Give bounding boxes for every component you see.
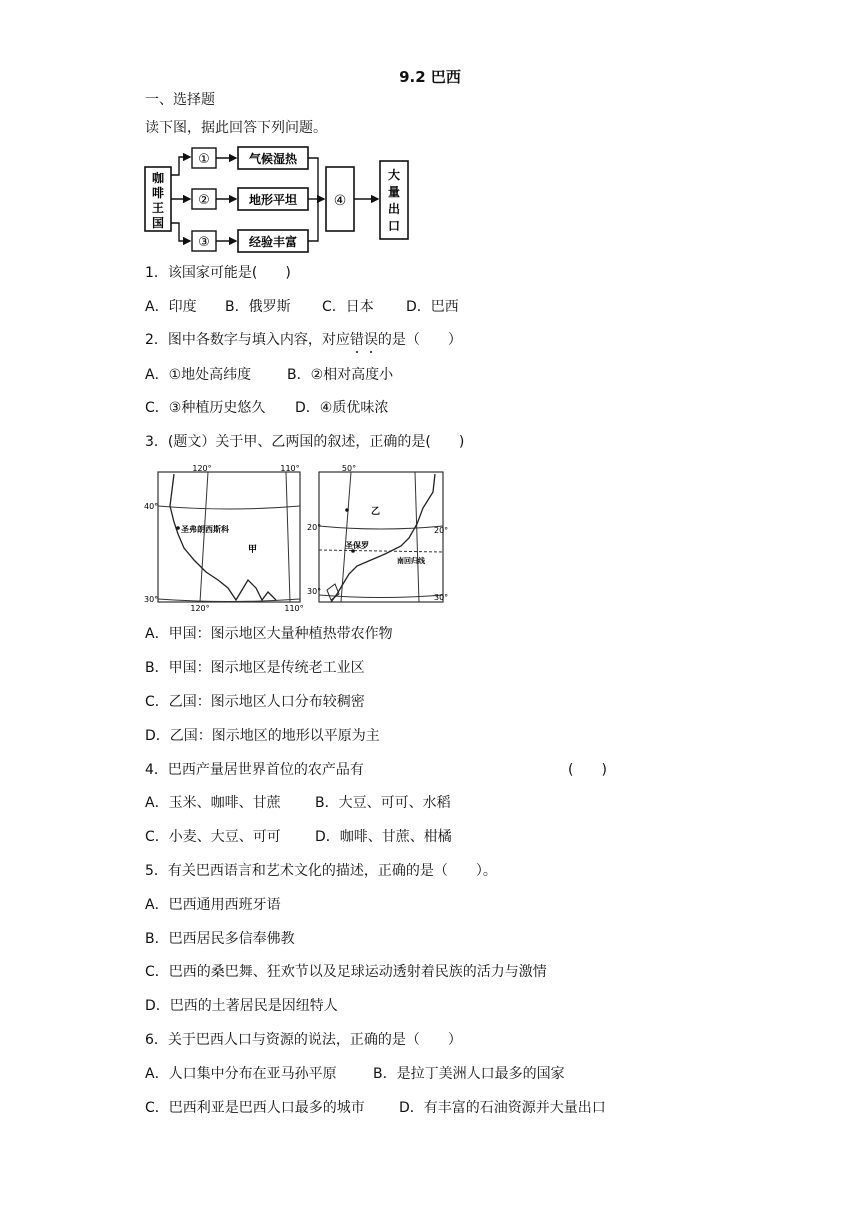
- option-a[interactable]: A．①地处高纬度: [145, 367, 252, 383]
- map-lat-label: 30°: [434, 593, 449, 602]
- flow-right-char: 口: [387, 219, 401, 233]
- map-lon-label: 120°: [192, 464, 212, 473]
- flow-left-char: 国: [151, 216, 165, 230]
- map-lat-label: 20°: [307, 523, 322, 532]
- option-c[interactable]: C．巴西的桑巴舞、狂欢节以及足球运动透射着民族的活力与激情: [145, 964, 547, 980]
- question-3-stem: 3．(题文）关于甲、乙两国的叙述，正确的是( ): [145, 434, 465, 450]
- map-country-label: 甲: [248, 545, 258, 555]
- question-4-options-row1: [145, 793, 451, 813]
- option-a[interactable]: A．人口集中分布在亚马孙平原: [145, 1066, 337, 1082]
- question-6-options-row1: [145, 1064, 565, 1084]
- map-lat-label: 30°: [144, 595, 159, 604]
- map-tropic-label: 南回归线: [397, 557, 425, 565]
- city-dot: [176, 526, 180, 530]
- question-2-options-row2: [145, 398, 388, 418]
- flow-arrow: [308, 158, 324, 199]
- map-lon-label: 110°: [280, 464, 300, 473]
- flow-mid-label: ④: [333, 193, 347, 209]
- page-title: 9.2 巴西: [399, 68, 461, 86]
- question-2-stem: [145, 330, 462, 350]
- option-c[interactable]: C．③种植历史悠久: [145, 400, 266, 416]
- option-d[interactable]: D．咖啡、甘蔗、柑橘: [315, 829, 452, 845]
- map-frame: [319, 472, 443, 602]
- map-country-jia: [144, 462, 304, 612]
- map-place-label: 圣弗朗西斯科: [181, 525, 229, 534]
- flow-factor-label: 经验丰富: [248, 235, 298, 249]
- option-b[interactable]: B．②相对高度小: [287, 367, 394, 383]
- option-b[interactable]: B．巴西居民多信奉佛教: [145, 931, 295, 947]
- map-lat-label: 20°: [434, 526, 449, 535]
- option-b[interactable]: B．俄罗斯: [225, 299, 291, 315]
- section-heading: 一、选择题: [145, 92, 215, 108]
- flow-factor-label: 地形平坦: [248, 193, 298, 207]
- option-c[interactable]: C．巴西利亚是巴西人口最多的城市: [145, 1100, 365, 1116]
- flow-circle-label: ①: [198, 152, 210, 167]
- question-1-stem: 1．该国家可能是( ): [145, 265, 291, 281]
- map-place-label: 圣保罗: [345, 541, 369, 550]
- question-4-stem: 4．巴西产量居世界首位的农产品有: [145, 762, 364, 778]
- flow-left-char: 咖: [151, 171, 165, 185]
- map-country-yi: [305, 462, 455, 612]
- option-d[interactable]: D．乙国：图示地区的地形以平原为主: [145, 728, 380, 744]
- option-b[interactable]: B．甲国：图示地区是传统老工业区: [145, 660, 365, 676]
- flow-left-char: 王: [151, 201, 165, 215]
- map-lon-label: 50°: [341, 464, 357, 473]
- stem-text: 的是（ ）: [377, 332, 462, 348]
- coffee-flow-diagram: [144, 145, 412, 257]
- flow-arrow: [171, 223, 190, 241]
- question-5-stem: 5．有关巴西语言和艺术文化的描述，正确的是（ ）。: [145, 863, 497, 879]
- answer-paren: ( ): [568, 762, 607, 778]
- flow-left-char: 啡: [151, 186, 165, 200]
- flow-right-char: 量: [387, 185, 401, 199]
- option-a[interactable]: A．印度: [145, 299, 197, 315]
- stem-text: 2．图中各数字与填入内容，对应: [145, 332, 350, 348]
- option-c[interactable]: C．乙国：图示地区人口分布较稠密: [145, 694, 365, 710]
- option-a[interactable]: A．玉米、咖啡、甘蔗: [145, 795, 281, 811]
- flow-circle-label: ③: [198, 235, 210, 250]
- option-b[interactable]: B．是拉丁美洲人口最多的国家: [373, 1066, 565, 1082]
- question-6-options-row2: [145, 1098, 606, 1118]
- flow-factor-label: 气候湿热: [248, 152, 298, 166]
- option-d[interactable]: D．有丰富的石油资源并大量出口: [399, 1100, 606, 1116]
- option-d[interactable]: D．巴西: [406, 299, 459, 315]
- map-lat-label: 30°: [307, 587, 322, 596]
- flow-right-char: 大: [387, 168, 401, 182]
- option-a[interactable]: A．甲国：图示地区大量种植热带农作物: [145, 626, 393, 642]
- flow-arrow: [171, 157, 190, 175]
- intro-text: 读下图，据此回答下列问题。: [145, 120, 327, 136]
- flow-right-char: 出: [387, 202, 401, 216]
- option-d[interactable]: D．巴西的土著居民是因纽特人: [145, 998, 338, 1014]
- map-lat-label: 40°: [144, 502, 159, 511]
- question-4-options-row2: [145, 827, 452, 847]
- option-d[interactable]: D．④质优味浓: [295, 400, 389, 416]
- map-country-label: 乙: [371, 507, 381, 517]
- emphasis-char: 误: [363, 332, 378, 348]
- flow-circle-label: ②: [198, 193, 210, 208]
- question-1-options: [145, 297, 459, 317]
- question-6-stem: 6．关于巴西人口与资源的说法，正确的是（ ）: [145, 1032, 462, 1048]
- capital-dot: [345, 508, 349, 512]
- map-lon-label: 120°: [190, 604, 210, 612]
- question-2-options-row1: [145, 365, 393, 385]
- flow-arrow: [308, 199, 318, 241]
- emphasis-char: 错: [349, 332, 364, 348]
- option-c[interactable]: C．日本: [322, 299, 374, 315]
- map-lon-label: 110°: [284, 604, 304, 612]
- option-b[interactable]: B．大豆、可可、水稻: [315, 795, 451, 811]
- option-a[interactable]: A．巴西通用西班牙语: [145, 897, 281, 913]
- option-c[interactable]: C．小麦、大豆、可可: [145, 829, 281, 845]
